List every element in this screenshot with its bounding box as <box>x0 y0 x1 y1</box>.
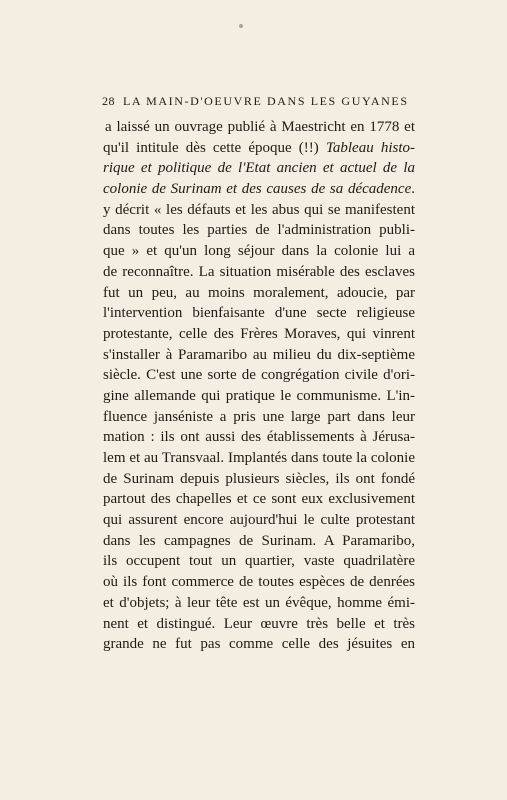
text-line <box>103 614 415 635</box>
text-segment: qui assurent encore aujourd'hui le culte protestant <box>103 512 415 529</box>
text-segment: lem et au Transvaal. Implantés dans toute la colonie <box>103 450 415 466</box>
text-segment: dans les campagnes de Surinam. A Paramaribo, <box>103 532 415 549</box>
text-line <box>103 531 415 552</box>
text-line <box>103 448 415 469</box>
text-line <box>103 572 415 593</box>
italic-text: Tableau histo- <box>325 139 415 156</box>
text-line <box>103 117 415 138</box>
text-line <box>103 324 415 345</box>
text-line <box>103 510 415 531</box>
text-line <box>103 386 415 407</box>
text-segment: où ils font commerce de toutes espèces de denrées <box>103 574 415 591</box>
text-line <box>103 262 415 283</box>
text-segment: qu'il intitule dès cette époque (!!) <box>103 139 326 156</box>
running-title: LA MAIN-D'OEUVRE DANS LES GUYANES <box>123 94 409 108</box>
text-segment: l'intervention bienfaisante d'une secte religieuse <box>103 305 415 322</box>
text-segment: siècle. C'est une sorte de congrégation civile d'ori- <box>103 367 415 384</box>
text-segment: nent et distingué. Leur œuvre très belle et très <box>103 615 415 632</box>
text-segment: gine allemande qui pratique le communisme. L'in- <box>103 387 415 404</box>
page-number: 28 <box>102 94 115 108</box>
text-line <box>103 469 415 490</box>
text-line <box>103 220 415 241</box>
text-segment: a laissé un ouvrage publié à Maestricht en 1778 et <box>105 119 415 135</box>
print-mark <box>239 24 243 28</box>
text-segment: . <box>411 181 415 198</box>
text-segment: fut un peu, au moins moralement, adoucie, par <box>103 284 415 301</box>
text-segment: dans toutes les parties de l'administration publi- <box>103 222 415 239</box>
text-segment: ils occupent tout un quartier, vaste quadrilatère <box>103 553 415 570</box>
running-header <box>102 94 417 109</box>
text-line <box>103 634 415 655</box>
text-segment: protestante, celle des Frères Moraves, qui vinrent <box>103 325 415 342</box>
text-line <box>103 200 415 221</box>
text-segment: de Surinam depuis plusieurs siècles, ils ont fondé <box>103 470 415 487</box>
text-segment: de reconnaître. La situation misérable des esclaves <box>103 263 415 280</box>
text-segment: s'installer à Paramaribo au milieu du dix-septième <box>103 346 415 363</box>
text-line <box>103 407 415 428</box>
text-segment: fluence janséniste a pris une large part dans leur <box>103 408 415 425</box>
text-segment: grande ne fut pas comme celle des jésuites en <box>103 636 415 653</box>
text-segment: partout des chapelles et ce sont eux exclusivement <box>103 491 415 508</box>
text-line <box>103 241 415 262</box>
text-line <box>103 345 415 366</box>
text-segment: mation : ils ont aussi des établissements à Jérusa- <box>103 429 415 446</box>
text-segment: y décrit « les défauts et les abus qui se manifestent <box>103 201 415 218</box>
text-line <box>103 551 415 572</box>
text-line <box>103 303 415 324</box>
text-line <box>103 283 415 304</box>
page-body-text <box>103 117 415 655</box>
text-segment: que » et qu'un long séjour dans la colonie lui a <box>103 243 415 260</box>
italic-text: colonie de Surinam et des causes de sa décadence <box>103 181 412 198</box>
text-line <box>103 158 415 179</box>
italic-text: rique et politique de l'Etat ancien et actuel de la <box>103 160 415 177</box>
text-line <box>103 489 415 510</box>
text-line <box>103 593 415 614</box>
text-line <box>103 427 415 448</box>
text-line <box>103 138 415 159</box>
text-line <box>103 179 415 200</box>
text-line <box>103 365 415 386</box>
text-segment: et d'objets; à leur tête est un évêque, homme émi- <box>103 594 415 611</box>
